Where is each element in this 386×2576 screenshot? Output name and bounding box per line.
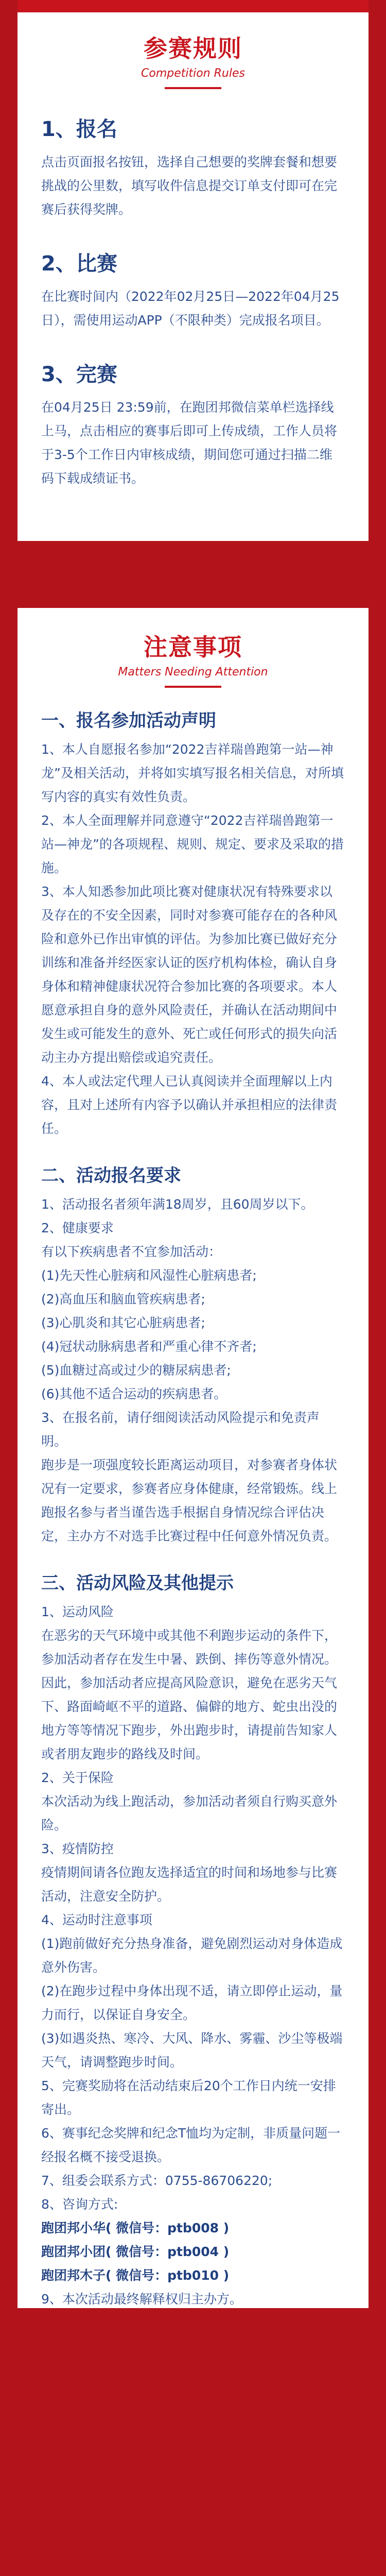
list-item: 4、运动时注意事项	[41, 1912, 152, 1927]
rules-heading: 3、完赛	[41, 363, 117, 386]
notes-section-declaration	[17, 706, 369, 1141]
list-item: 8、咨询方式:	[41, 2197, 118, 2212]
list-item: 疫情期间请各位跑友选择适宜的时间和场地参与比赛活动，注意安全防护。	[41, 1865, 338, 1904]
notes-section-requirements	[17, 1161, 369, 1548]
notes-card	[17, 608, 369, 2308]
list-item: (5)血糖过高或过少的糖尿病患者;	[41, 1363, 231, 1378]
list-item: (3)如遇炎热、寒冷、大风、降水、雾霾、沙尘等极端天气，请调整跑步时间。	[41, 2031, 343, 2070]
notes-list	[41, 738, 345, 1141]
list-item: 在恶劣的天气环境中或其他不利跑步运动的条件下，参加活动者存在发生中暑、跌倒、摔伤等意外情况。因此，参加活动者应提高风险意识，避免在恶劣天气下、路面崎岖不平的道路、偏僻的地方、蛇虫出没的地方等等情况下跑步，外出跑步时，请提前告知家人或者朋友跑步的路线及时间。	[41, 1628, 338, 1761]
rules-body: 在04月25日 23:59前，在跑团邦微信菜单栏选择线上马，点击相应的赛事后即可上传成绩，工作人员将于3-5个工作日内审核成绩，期间您可通过扫描二维码下载成绩证书。	[41, 400, 338, 486]
list-item: 3、在报名前，请仔细阅读活动风险提示和免责声明。	[41, 1410, 320, 1449]
rules-title: 参赛规则	[144, 35, 242, 62]
rules-body: 点击页面报名按钮，选择自己想要的奖牌套餐和想要挑战的公里数，填写收件信息提交订单支付即可在完赛后获得奖牌。	[41, 155, 338, 217]
rules-heading: 2、比赛	[41, 252, 117, 276]
rules-subtitle: Competition Rules	[141, 67, 245, 80]
contact-item: 跑团邦小团( 微信号：ptb004 )	[41, 2244, 230, 2259]
rules-section-signup	[17, 113, 369, 222]
list-item: 1、运动风险	[41, 1604, 114, 1619]
final-note: 9、本次活动最终解释权归主办方。	[41, 2292, 242, 2307]
notes-list	[41, 1193, 345, 1548]
contact-item: 跑团邦木子( 微信号：ptb010 )	[41, 2268, 230, 2283]
notes-underline	[165, 686, 221, 688]
list-item: (2)在跑步过程中身体出现不适，请立即停止运动，量力而行，以保证自身安全。	[41, 1984, 343, 2022]
list-item: (1)跑前做好充分热身准备，避免剧烈运动对身体造成意外伤害。	[41, 1936, 343, 1975]
list-item: 2、本人全面理解并同意遵守“2022吉祥瑞兽跑第一站—神龙”的各项规程、规则、规定、要求及采取的措施。	[41, 813, 344, 875]
top-red-band	[17, 0, 369, 12]
notes-list	[41, 1600, 345, 2311]
rules-body: 在比赛时间内（2022年02月25日—2022年04月25日），需使用运动APP（不限种类）完成报名项目。	[41, 289, 340, 328]
list-item: 1、活动报名者须年满18周岁，且60周岁以下。	[41, 1197, 314, 1212]
list-item: (3)心肌炎和其它心脏病患者;	[41, 1315, 205, 1330]
rules-underline	[165, 87, 221, 89]
list-item: 5、完赛奖励将在活动结束后20个工作日内统一安排寄出。	[41, 2078, 336, 2117]
list-item: 3、本人知悉参加此项比赛对健康状况有特殊要求以及存在的不安全因素，同时对参赛可能存在的各种风险和意外已作出审慎的评估。为参加比赛已做好充分训练和准备并经医家认证的医疗机构体检，确认自身身体和精神健康状况符合参加比赛的各项要求。本人愿意承担自身的意外风险责任，并确认在活动期间中发生或可能发生的意外、死亡或任何形式的损失向活动主办方提出赔偿或追究责任。	[41, 884, 338, 1065]
list-item: 7、组委会联系方式：0755-86706220;	[41, 2173, 273, 2188]
rules-section-race	[17, 247, 369, 332]
list-item: (4)冠状动脉病患者和严重心律不齐者;	[41, 1339, 257, 1354]
rules-section-finish	[17, 358, 369, 490]
notes-header	[17, 608, 369, 688]
rules-heading: 1、报名	[41, 117, 117, 141]
notes-heading: 一、报名参加活动声明	[41, 710, 216, 731]
list-item: 有以下疾病患者不宜参加活动：	[41, 1244, 222, 1259]
list-item: 4、本人或法定代理人已认真阅读并全面理解以上内容，且对上述所有内容予以确认并承担相应的法律责任。	[41, 1074, 338, 1136]
contact-item: 跑团邦小华( 微信号：ptb008 )	[41, 2221, 230, 2235]
rules-card	[17, 0, 369, 541]
list-item: 2、关于保险	[41, 1770, 114, 1785]
list-item: (1)先天性心脏病和风湿性心脏病患者;	[41, 1268, 257, 1283]
list-item: 1、本人自愿报名参加“2022吉祥瑞兽跑第一站—神龙”及相关活动，并将如实填写报名相关信息，对所填写内容的真实有效性负责。	[41, 742, 344, 804]
list-item: (2)高血压和脑血管疾病患者;	[41, 1292, 205, 1307]
notes-heading: 三、活动风险及其他提示	[41, 1573, 234, 1594]
list-item: 2、健康要求	[41, 1221, 114, 1235]
notes-heading: 二、活动报名要求	[41, 1165, 181, 1186]
list-item: (6)其他不适合运动的疾病患者。	[41, 1386, 227, 1401]
rules-header	[17, 0, 369, 89]
notes-subtitle: Matters Needing Attention	[118, 666, 268, 679]
list-item: 3、疫情防控	[41, 1841, 114, 1856]
list-item: 本次活动为线上跑活动，参加活动者须自行购买意外险。	[41, 1794, 338, 1833]
notes-title: 注意事项	[144, 633, 242, 661]
notes-section-risks	[17, 1569, 369, 2311]
list-item: 6、赛事纪念奖牌和纪念T恤均为定制，非质量问题一经报名概不接受退换。	[41, 2126, 341, 2164]
list-item: 跑步是一项强度较长距离运动项目，对参赛者身体状况有一定要求，参赛者应身体健康，经常锻炼。线上跑报名参与者当谨告选手根据自身情况综合评估决定，主办方不对选手比赛过程中任何意外情况负责。	[41, 1458, 338, 1544]
